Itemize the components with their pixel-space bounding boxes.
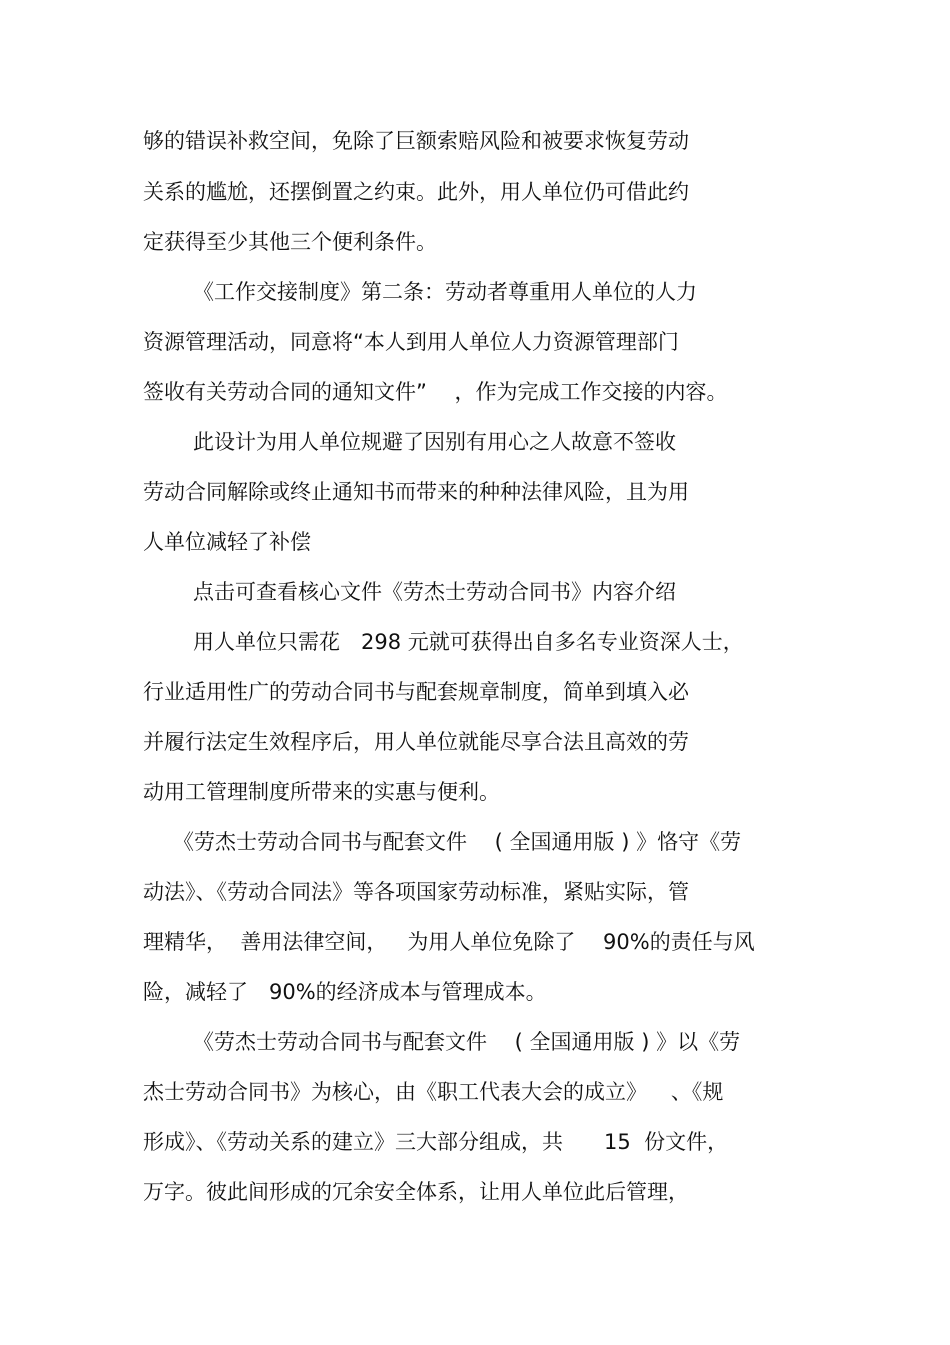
text-line-13: 并履行法定生效程序后，用人单位就能尽享合法且高效的劳 <box>143 730 689 754</box>
text-line-15: 《劳杰士劳动合同书与配套文件 ( 全国通用版 ) 》恪守《劳 <box>173 830 742 854</box>
text-line-4: 《工作交接制度》第二条：劳动者尊重用人单位的人力 <box>193 280 697 304</box>
text-line-21: 形成》、《劳动关系的建立》三大部分组成，共 15 份文件， <box>143 1130 729 1154</box>
text-line-20: 杰士劳动合同书》为核心，由《职工代表大会的成立》 、《规 <box>143 1080 724 1104</box>
text-line-17: 理精华， 善用法律空间， 为用人单位免除了 90%的责任与风 <box>143 930 755 954</box>
text-line-1: 够的错误补救空间，免除了巨额索赔风险和被要求恢复劳动 <box>143 129 689 153</box>
text-line-11: 用人单位只需花 298 元就可获得出自多名专业资深人士， <box>193 630 744 654</box>
text-line-8: 劳动合同解除或终止通知书而带来的种种法律风险，且为用 <box>143 480 689 504</box>
text-line-2: 关系的尴尬，还摆倒置之约束。此外，用人单位仍可借此约 <box>143 180 689 204</box>
text-line-22: 万字。彼此间形成的冗余安全体系，让用人单位此后管理， <box>143 1180 689 1204</box>
text-line-7: 此设计为用人单位规避了因别有用心之人故意不签收 <box>193 430 676 454</box>
text-line-10: 点击可查看核心文件《劳杰士劳动合同书》内容介绍 <box>193 580 676 604</box>
text-line-3: 定获得至少其他三个便利条件。 <box>143 230 437 254</box>
text-line-6: 签收有关劳动合同的通知文件” ，作为完成工作交接的内容。 <box>143 380 728 404</box>
text-line-9: 人单位减轻了补偿 <box>143 530 311 554</box>
text-line-5: 资源管理活动，同意将“本人到用人单位人力资源管理部门 <box>143 330 679 354</box>
text-line-14: 动用工管理制度所带来的实惠与便利。 <box>143 780 500 804</box>
text-line-18: 险，减轻了 90%的经济成本与管理成本。 <box>143 980 547 1004</box>
text-line-19: 《劳杰士劳动合同书与配套文件 ( 全国通用版 ) 》以《劳 <box>193 1030 741 1054</box>
text-line-12: 行业适用性广的劳动合同书与配套规章制度，简单到填入必 <box>143 680 689 704</box>
text-line-16: 动法》、《劳动合同法》等各项国家劳动标准，紧贴实际，管 <box>143 880 689 904</box>
